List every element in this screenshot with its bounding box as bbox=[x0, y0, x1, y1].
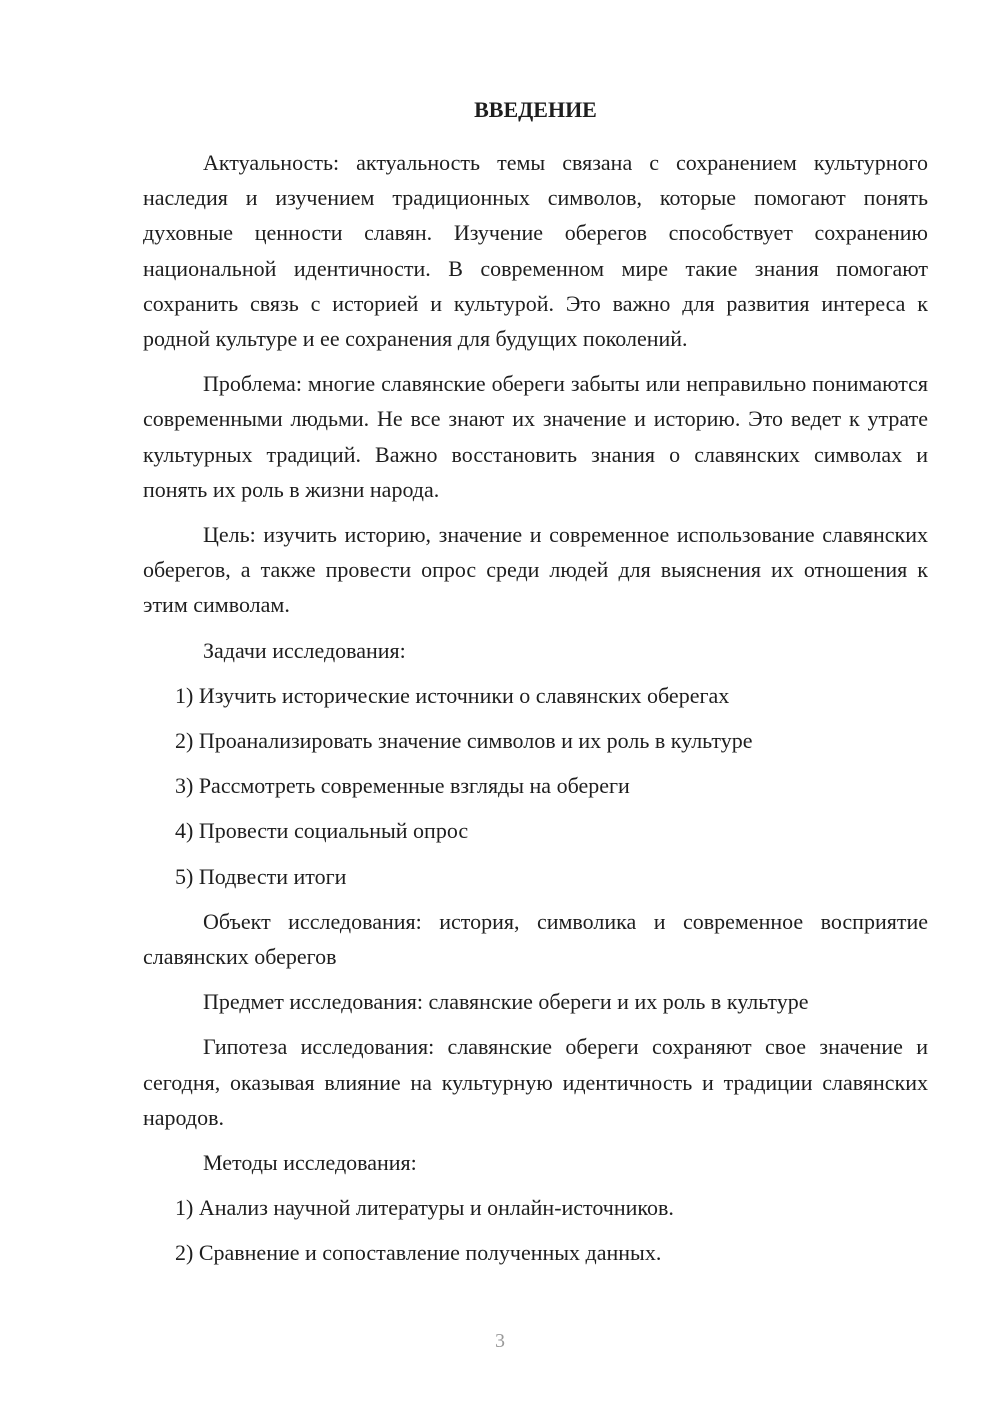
list-item: 2) Сравнение и сопоставление полученных данных. bbox=[175, 1240, 662, 1266]
list-item: 2) Проанализировать значение символов и их роль в культуре bbox=[175, 728, 753, 754]
paragraph-problem: Проблема: многие славянские обереги забыты или неправильно понимаются современными людьми. Не все знают их значение и историю. Это ведет к утрате культурных традиций. Важно восстановить знания о славянских символах и понять их роль в жизни народа. bbox=[143, 371, 928, 502]
tasks-heading: Задачи исследования: bbox=[203, 637, 406, 663]
section-title: ВВЕДЕНИЕ bbox=[474, 97, 597, 122]
list-item: 1) Анализ научной литературы и онлайн-источников. bbox=[175, 1195, 674, 1221]
paragraph-object: Объект исследования: история, символика и современное восприятие славянских оберегов bbox=[143, 908, 928, 970]
list-item: 4) Провести социальный опрос bbox=[175, 818, 469, 844]
list-item: 5) Подвести итоги bbox=[175, 863, 347, 889]
methods-list bbox=[143, 1190, 928, 1270]
tasks-list bbox=[143, 678, 928, 894]
list-item: 3) Рассмотреть современные взгляды на обереги bbox=[175, 773, 630, 799]
methods-heading: Методы исследования: bbox=[203, 1150, 417, 1176]
paragraph-goal: Цель: изучить историю, значение и современное использование славянских оберегов, а также провести опрос среди людей для выяснения их отношения к этим символам. bbox=[143, 522, 928, 618]
paragraph-hypothesis: Гипотеза исследования: славянские обереги сохраняют свое значение и сегодня, оказывая влияние на культурную идентичность и традиции славянских народов. bbox=[143, 1034, 928, 1130]
paragraph-actuality: Актуальность: актуальность темы связана с сохранением культурного наследия и изучением традиционных символов, которые помогают понять духовные ценности славян. Изучение оберегов способствует сохранению национальной идентичности. В современном мире такие знания помогают сохранить связь с историей и культурой. Это важно для развития интереса к родной культуре и ее сохранения для будущих поколений. bbox=[143, 150, 928, 352]
page-number: 3 bbox=[495, 1330, 505, 1352]
paragraph-subject: Предмет исследования: славянские обереги и их роль в культуре bbox=[203, 989, 809, 1015]
page-content bbox=[143, 93, 928, 1271]
list-item: 1) Изучить исторические источники о славянских оберегах bbox=[175, 682, 730, 708]
